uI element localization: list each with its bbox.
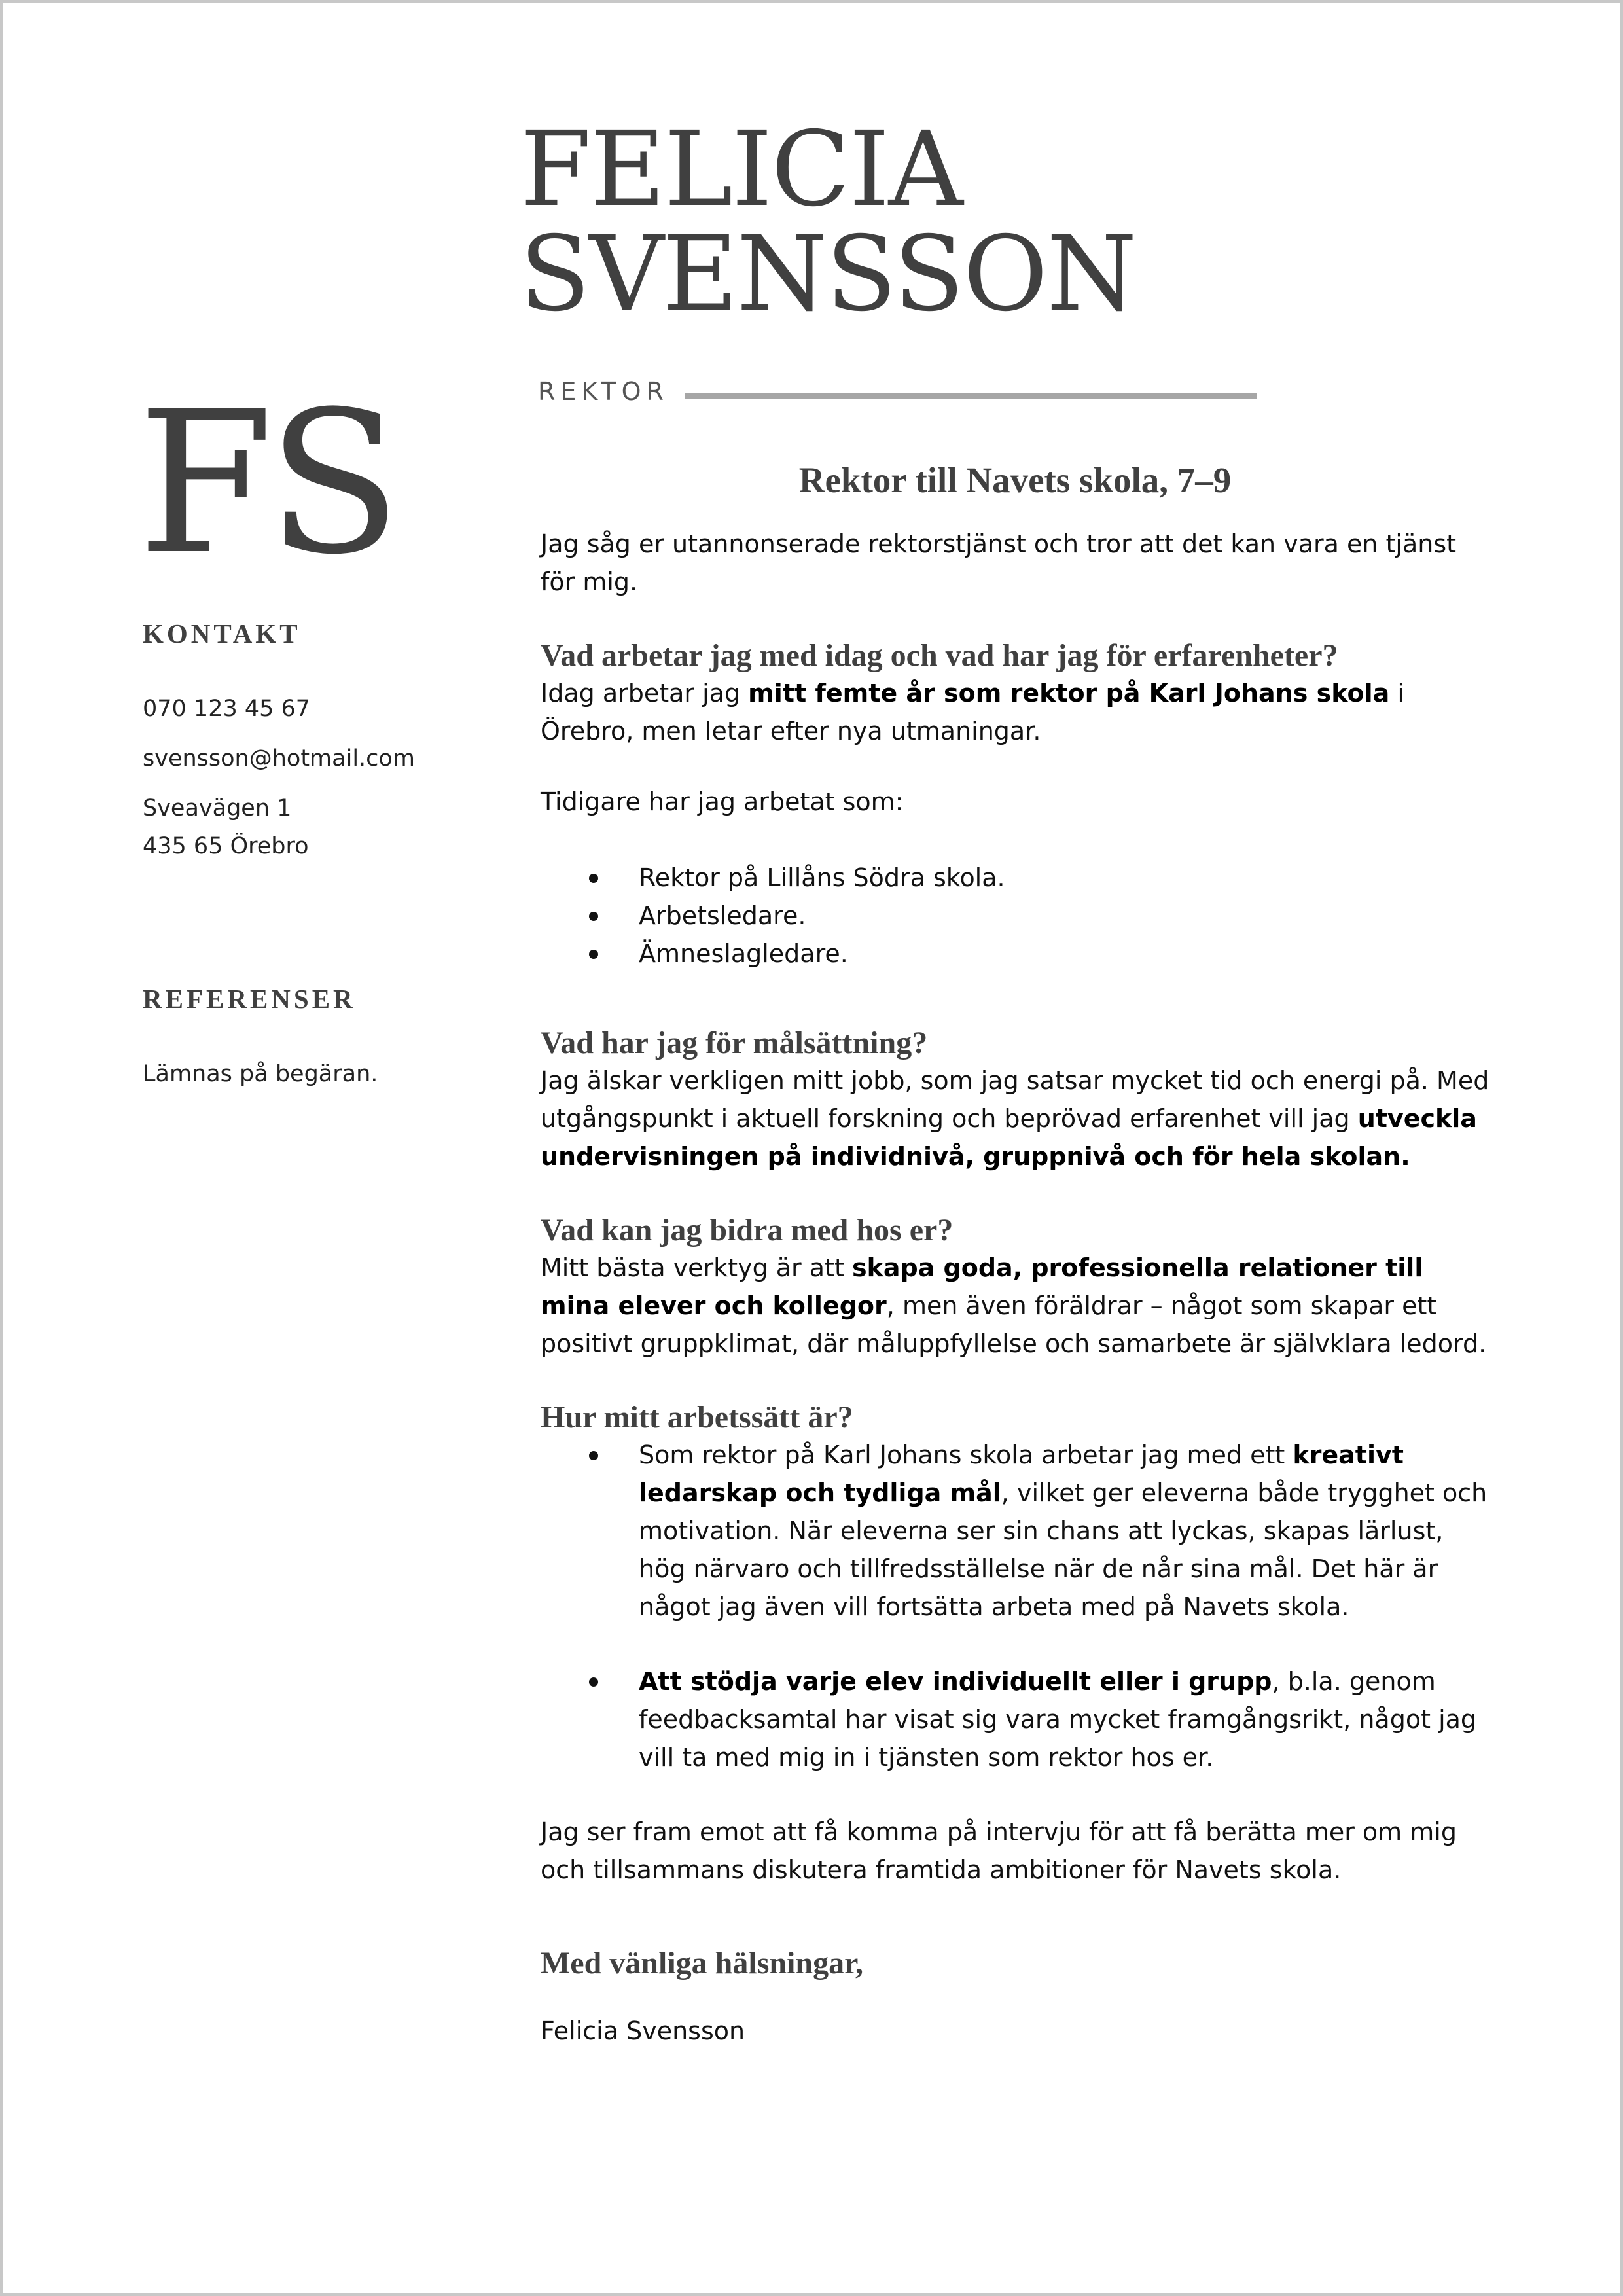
text-span: Jag älskar verkligen mitt jobb, som jag satsar mycket tid och energi på. Med utgångspunkt i aktuell forskning och beprövad erfarenhet vill jag: [541, 1066, 1489, 1133]
text-span: , b.la. genom feedbacksamtal har visat sig vara mycket framgångsrikt, något jag vill ta med mig in i tjänsten som rektor hos er.: [639, 1667, 1477, 1772]
list-item: Rektor på Lillåns Södra skola.: [541, 859, 1489, 897]
previous-roles-intro: Tidigare har jag arbetat som:: [541, 787, 904, 816]
text-span: Idag arbetar jag: [541, 679, 749, 708]
monogram: FS: [137, 369, 395, 598]
work-method-list: [541, 1436, 1489, 1776]
list-item: Ämneslagledare.: [541, 935, 1489, 973]
first-name: FELICIA: [520, 109, 962, 230]
text-span: Som rektor på Karl Johans skola arbetar jag med ett: [639, 1441, 1293, 1469]
role-divider: [685, 393, 1257, 399]
letter-title: Rektor till Navets skola, 7–9: [798, 460, 1232, 500]
list-item: Arbetsledare.: [541, 897, 1489, 935]
applicant-name: [520, 109, 1136, 334]
signature: Felicia Svensson: [541, 2017, 745, 2045]
sidebar: [143, 618, 483, 1093]
bold-span: skapa goda, professionella relationer till mina elever och kollegor: [541, 1253, 1423, 1320]
text-span: , vilket ger eleverna både trygghet och motivation. När eleverna ser sin chans att lyckas, skapas lärlust, hög närvaro och tillfredsställelse när de når sina mål. Det här är något jag även vill fortsätta arbeta med på Navets skola.: [639, 1479, 1488, 1621]
text-span: , men även föräldrar – något som skapar ett positivt gruppklimat, där måluppfyllelse och samarbete är självklara ledord.: [541, 1291, 1487, 1358]
contact-phone: 070 123 45 67: [143, 696, 311, 722]
bold-span: mitt femte år som rektor på Karl Johans skola: [748, 679, 1390, 708]
text-span: i Örebro, men letar efter nya utmaningar.: [541, 679, 1404, 745]
section-heading-experience: Vad arbetar jag med idag och vad har jag för erfarenheter?: [541, 638, 1338, 673]
salutation: Med vänliga hälsningar,: [541, 1946, 864, 1981]
goals-paragraph: [541, 1062, 1489, 1175]
contact-address-line2: 435 65 Örebro: [143, 833, 309, 859]
bold-span: Att stödja varje elev individuellt eller i grupp: [639, 1667, 1272, 1696]
list-item: [541, 1662, 1489, 1776]
section-heading-work-method: Hur mitt arbetssätt är?: [541, 1400, 853, 1435]
contact-heading: KONTAKT: [143, 619, 301, 649]
references-text: Lämnas på begäran.: [143, 1061, 378, 1087]
role-row: [538, 377, 1257, 406]
text-span: Mitt bästa verktyg är att: [541, 1253, 852, 1282]
contact-email: svensson@hotmail.com: [143, 745, 415, 772]
closing-paragraph: Jag ser fram emot att få komma på intervju för att få berätta mer om mig och tillsammans diskutera framtida ambitioner för Navets skola.: [541, 1818, 1457, 1884]
role-title: REKTOR: [538, 377, 669, 406]
cover-letter: [541, 454, 1489, 2050]
references-heading: REFERENSER: [143, 984, 356, 1014]
previous-roles-list: [541, 859, 1489, 973]
section-heading-contribution: Vad kan jag bidra med hos er?: [541, 1213, 954, 1247]
contact-address-line1: Sveavägen 1: [143, 795, 292, 821]
last-name: SVENSSON: [520, 214, 1136, 334]
intro-paragraph: Jag såg er utannonserade rektorstjänst och tror att det kan vara en tjänst för mig.: [541, 529, 1457, 596]
experience-paragraph: [541, 674, 1489, 750]
section-heading-goals: Vad har jag för målsättning?: [541, 1026, 928, 1060]
bold-span: kreativt ledarskap och tydliga mål: [639, 1441, 1404, 1507]
contribution-paragraph: [541, 1249, 1489, 1363]
bold-span: utveckla undervisningen på individnivå, gruppnivå och för hela skolan.: [541, 1104, 1477, 1171]
list-item: [541, 1436, 1489, 1626]
